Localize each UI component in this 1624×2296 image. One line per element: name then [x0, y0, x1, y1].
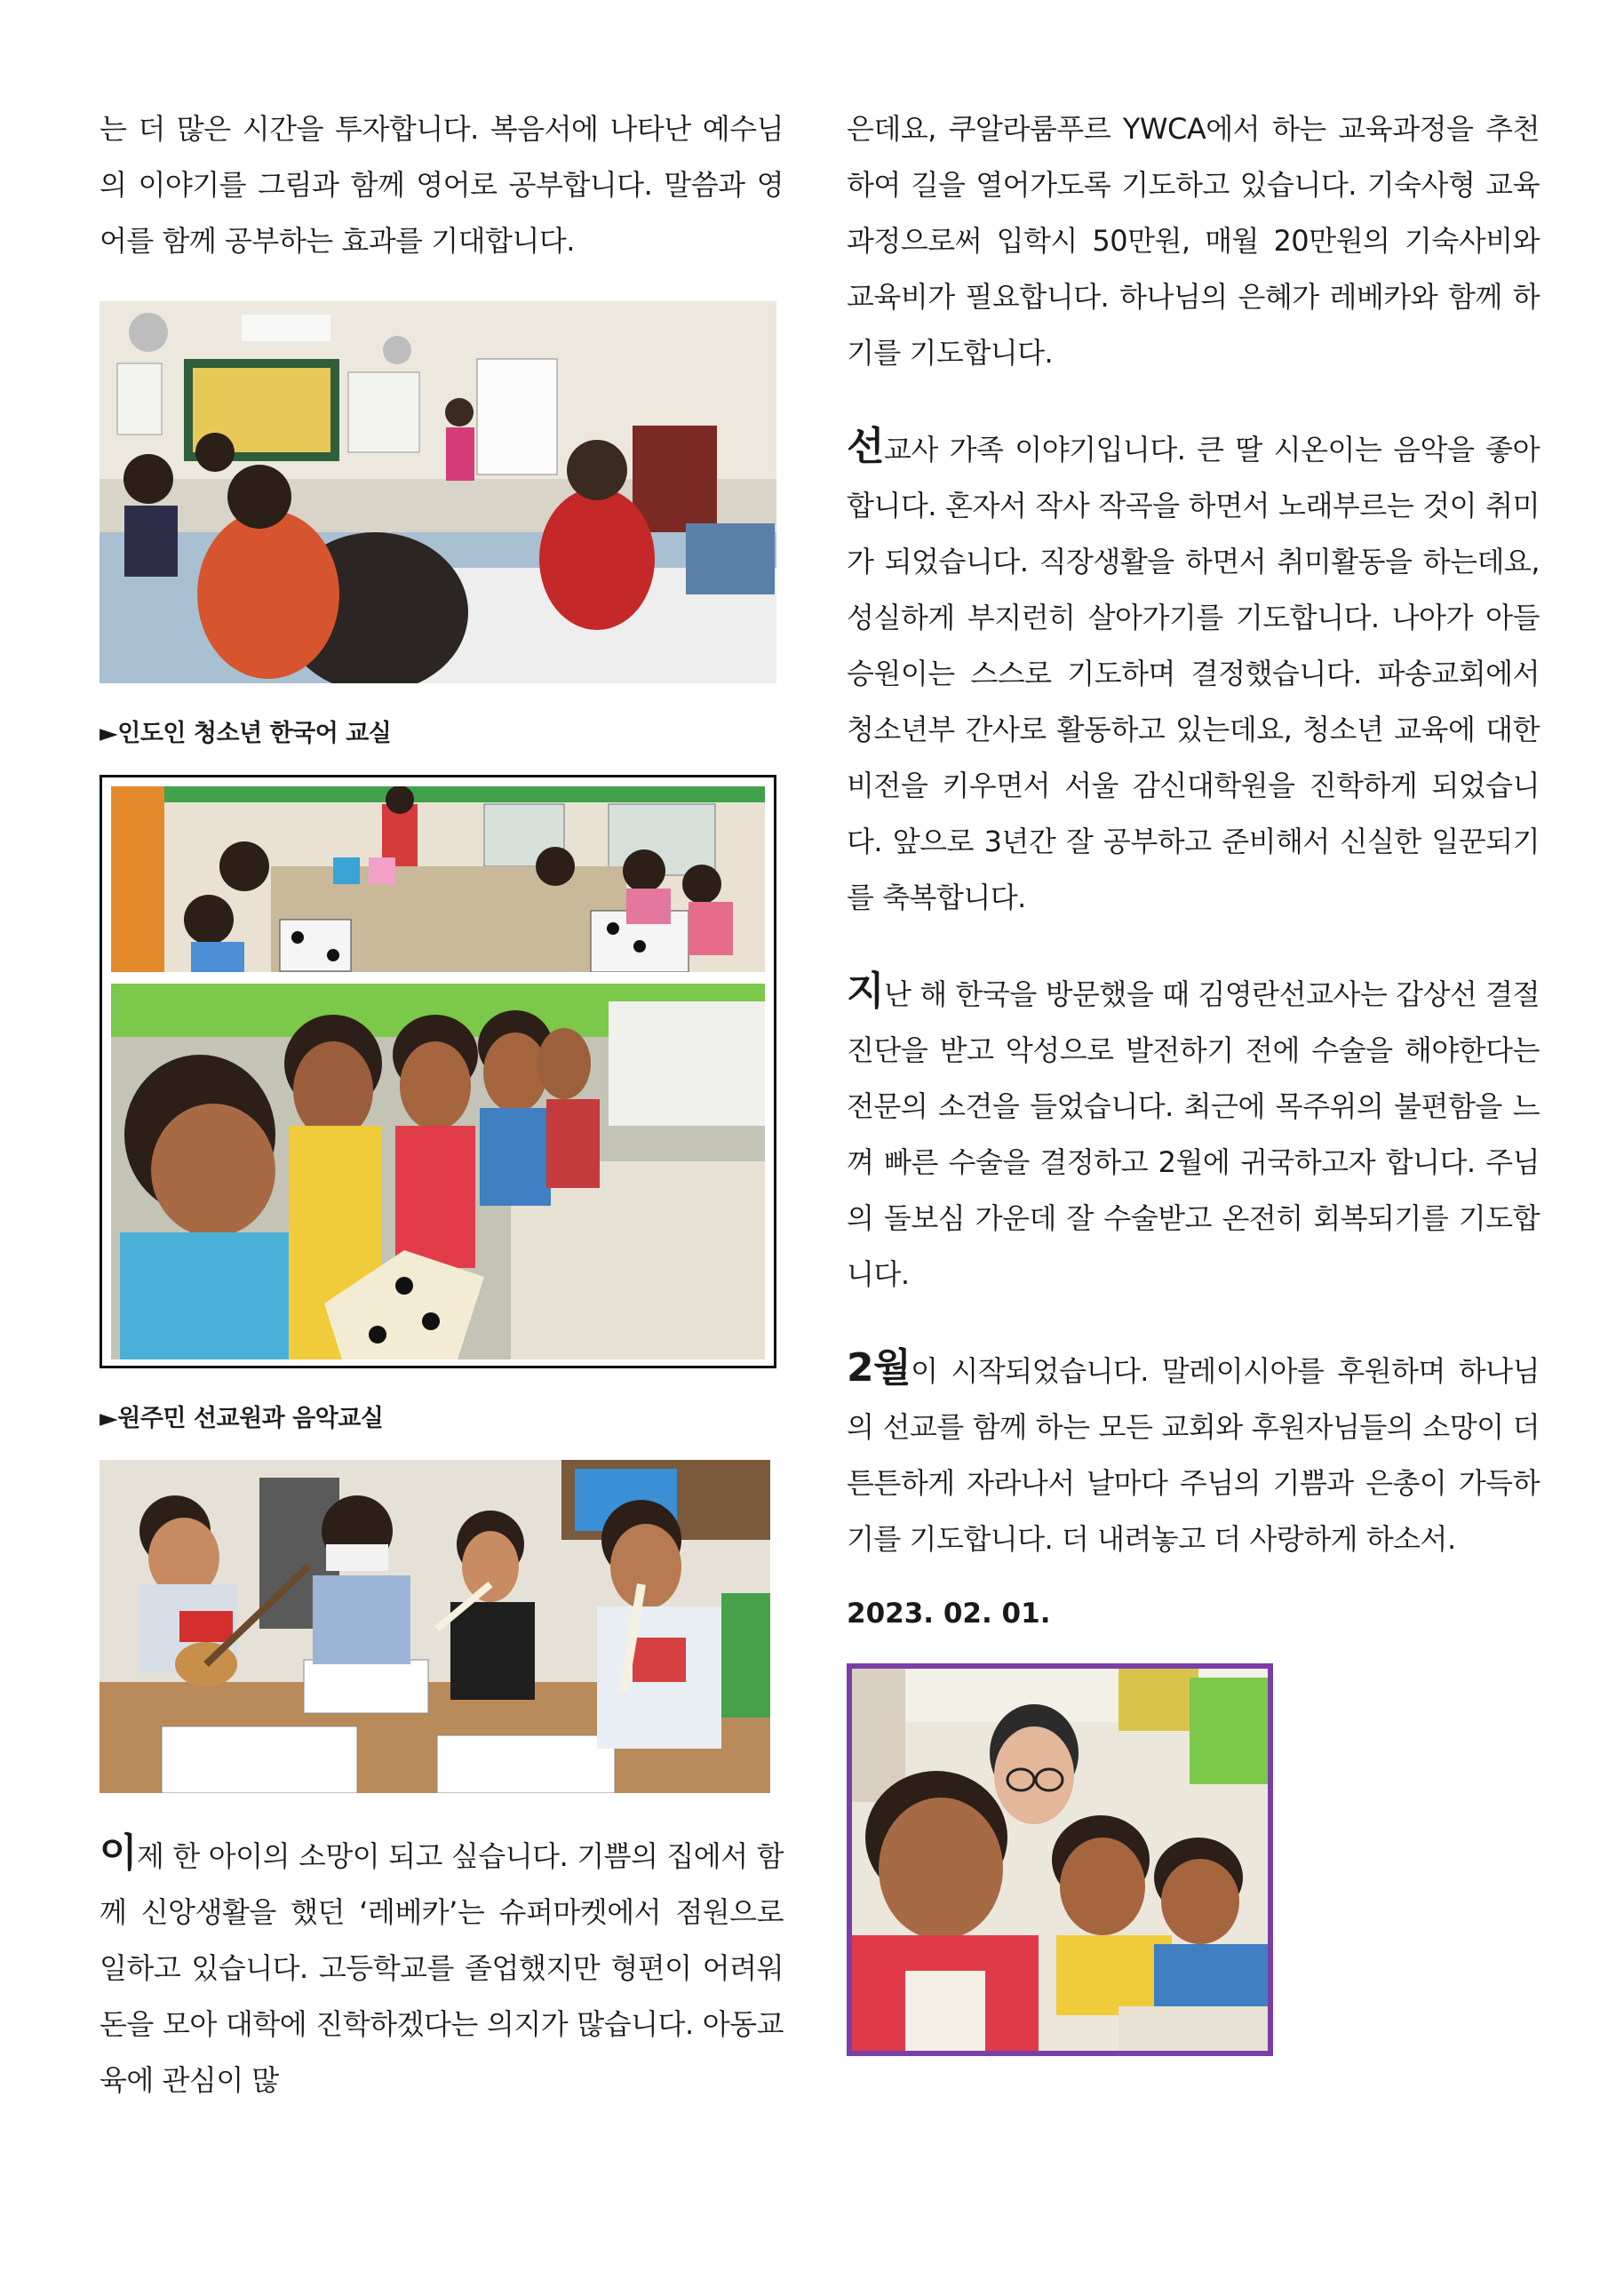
right-column [847, 101, 1540, 2056]
photo-kindergarten-class [111, 786, 765, 972]
photo-frame-kindergarten [100, 775, 776, 1368]
photo-music-class [100, 1460, 770, 1793]
drop-initial: 지 [847, 969, 885, 1014]
drop-initial: 2월 [847, 1345, 912, 1391]
photo-caption-2: ►원주민 선교원과 음악교실 [100, 1405, 384, 1432]
photo-selfie-with-children [847, 1663, 1273, 2056]
left-column [100, 101, 784, 2109]
paragraph-surgery [847, 963, 1540, 1303]
paragraph-rebecca [100, 1825, 784, 2109]
paragraph-text: 교사 가족 이야기입니다. 큰 딸 시온이는 음악을 좋아합니다. 혼자서 작사 작곡을 하면서 노래부르는 것이 취미가 되었습니다. 직장생활을 하면서 취미활동을 하는데요, 성실하게 부지런히 살아가기를 기도합니다. 나아가 아들 승원이는 스스로 기도하며 결정했습니다. 파송교회에서 청소년부 간사로 활동하고 있는데요, 청소년 교육에 대한 비전을 키우면서 서울 감신대학원을 진학하게 되었습니다. 앞으로 3년간 잘 공부하고 준비해서 신실한 일꾼되기를 축복합니다. [847, 433, 1540, 914]
photo-caption-1: ►인도인 청소년 한국어 교실 [100, 720, 392, 747]
paragraph-february [847, 1340, 1540, 1567]
drop-initial: 선 [847, 424, 885, 469]
intro-paragraph: 는 더 많은 시간을 투자합니다. 복음서에 나타난 예수님의 이야기를 그림과 함께 영어로 공부합니다. 말씀과 영어를 함께 공부하는 효과를 기대합니다. [100, 112, 784, 258]
continued-paragraph: 은데요, 쿠알라룸푸르 YWCA에서 하는 교육과정을 추천하여 길을 열어가도록 기도하고 있습니다. 기숙사형 교육과정으로써 입학시 50만원, 매월 20만원의 기숙사비와 교육비가 필요합니다. 하나님의 은혜가 레베카와 함께 하기를 기도합니다. [847, 112, 1540, 370]
letter-date: 2023. 02. 01. [847, 1598, 1051, 1630]
drop-initial: 이 [100, 1830, 138, 1876]
paragraph-text: 제 한 아이의 소망이 되고 싶습니다. 기쁨의 집에서 함께 신앙생활을 했던 ‘레베카’는 슈퍼마켓에서 점원으로 일하고 있습니다. 고등학교를 졸업했지만 형편이 어려워 돈을 모아 대학에 진학하겠다는 의지가 많습니다. 아동교육에 관심이 많 [100, 1839, 784, 2097]
paragraph-text: 난 해 한국을 방문했을 때 김영란선교사는 갑상선 결절 진단을 받고 악성으로 발전하기 전에 수술을 해야한다는 전문의 소견을 들었습니다. 최근에 목주위의 불편함을 느껴 빠른 수술을 결정하고 2월에 귀국하고자 합니다. 주님의 돌보심 가운데 잘 수술받고 온전히 회복되기를 기도합니다. [847, 977, 1540, 1291]
photo-indian-youth-korean-class [100, 301, 776, 683]
paragraph-text: 이 시작되었습니다. 말레이시아를 후원하며 하나님의 선교를 함께 하는 모든 교회와 후원자님들의 소망이 더 튼튼하게 자라나서 날마다 주님의 기쁨과 은총이 가득하기를 기도합니다. 더 내려놓고 더 사랑하게 하소서. [847, 1354, 1540, 1556]
photo-children-closeup [111, 984, 765, 1359]
paragraph-missionary-family [847, 419, 1540, 926]
